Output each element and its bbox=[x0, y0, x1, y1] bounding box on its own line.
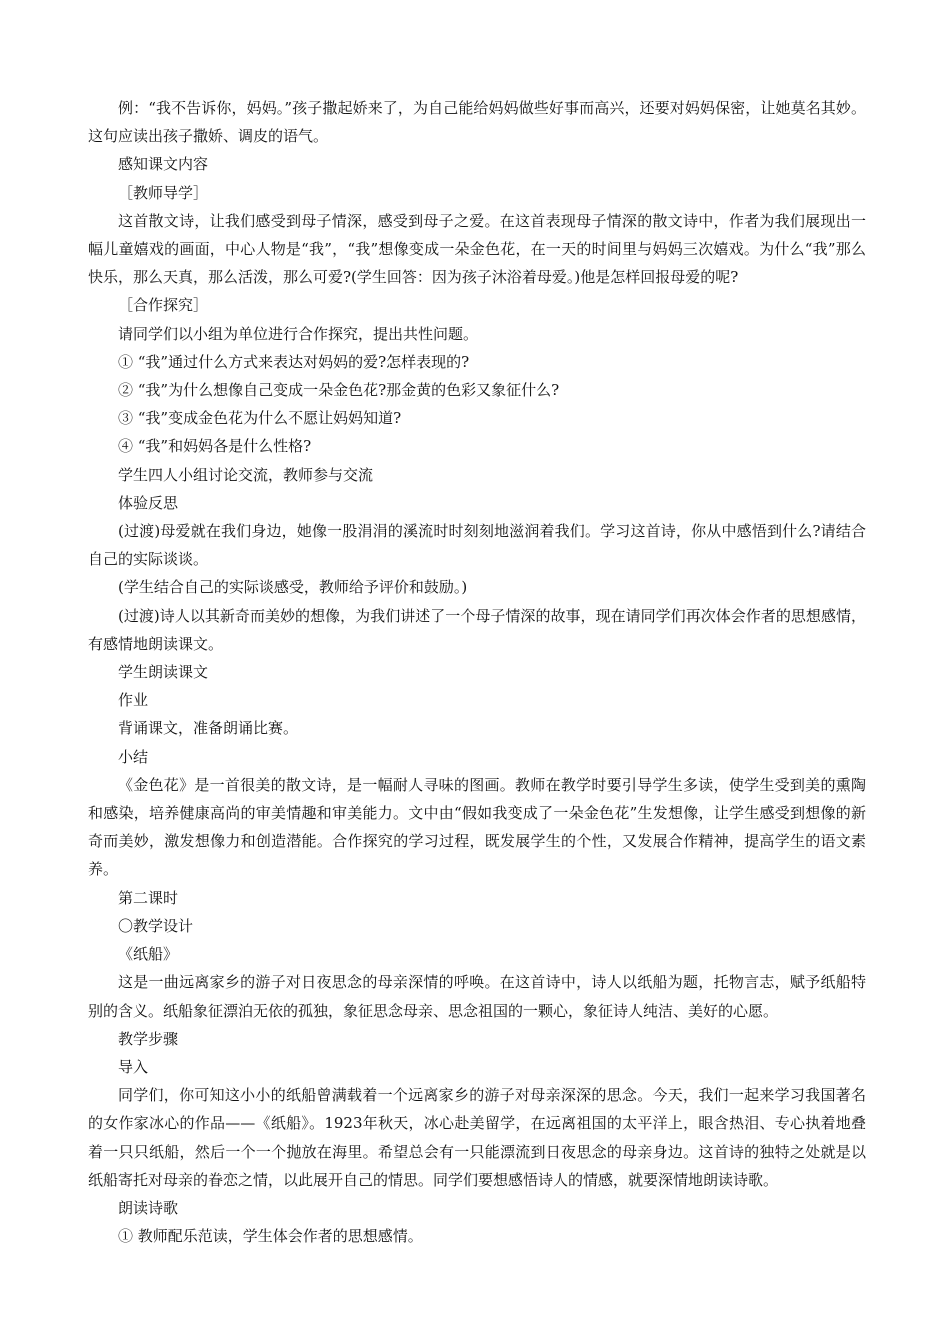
document-page bbox=[88, 94, 866, 1250]
heading-reflection: 体验反思 bbox=[118, 493, 179, 512]
heading-homework: 作业 bbox=[118, 691, 149, 710]
paragraph-read-step-1: ① 教师配乐范读，学生体会作者的思想感情。 bbox=[118, 1227, 423, 1246]
question-item-3: ③ “我”变成金色花为什么不愿让妈妈知道? bbox=[118, 409, 402, 428]
paragraph-paper-boat-intro: 这是一曲远离家乡的游子对日夜思念的母亲深情的呼唤。在这首诗中，诗人以纸船为题，托物言志，赋予纸船特别的含义。纸船象征漂泊无依的孤独，象征思念母亲、思念祖国的一颗心，象征诗人纯洁、美好的心愿。 bbox=[88, 973, 866, 1020]
paragraph-transition-1: (过渡)母爱就在我们身边，她像一股涓涓的溪流时时刻刻地滋润着我们。学习这首诗，你从中感悟到什么?请结合自己的实际谈谈。 bbox=[88, 522, 866, 569]
paragraph-inquiry-intro: 请同学们以小组为单位进行合作探究，提出共性问题。 bbox=[118, 324, 479, 343]
heading-cooperative-inquiry: ［合作探究］ bbox=[118, 296, 209, 315]
heading-introduction: 导入 bbox=[118, 1057, 149, 1076]
heading-teacher-guide: ［教师导学］ bbox=[118, 183, 209, 202]
heading-paper-boat-title: 《纸船》 bbox=[118, 945, 179, 964]
heading-read-poem: 朗读诗歌 bbox=[118, 1198, 179, 1217]
heading-teaching-steps: 教学步骤 bbox=[118, 1029, 179, 1048]
paragraph-homework: 背诵课文，准备朗诵比赛。 bbox=[118, 719, 299, 738]
paragraph-introduction: 同学们，你可知这小小的纸船曾满载着一个远离家乡的游子对母亲深深的思念。今天，我们一起来学习我国著名的女作家冰心的作品——《纸船》。1923年秋天，冰心赴美留学，在远离祖国的太平洋上，眼含热泪、专心执着地叠着一只只纸船，然后一个一个抛放在海里。希望总会有一只能漂流到日夜思念的母亲身边。这首诗的独特之处就是以纸船寄托对母亲的眷恋之情，以此展开自己的情思。同学们要想感悟诗人的情感，就要深情地朗读诗歌。 bbox=[88, 1086, 866, 1189]
question-item-4: ④ “我”和妈妈各是什么性格? bbox=[118, 437, 312, 456]
paragraph-guide-text: 这首散文诗，让我们感受到母子情深，感受到母子之爱。在这首表现母子情深的散文诗中，作者为我们展现出一幅儿童嬉戏的画面，中心人物是“我”，“我”想像变成一朵金色花，在一天的时间里与妈妈三次嬉戏。为什么“我”那么快乐，那么天真，那么活泼，那么可爱?(学生回答：因为孩子沐浴着母爱。)他是怎样回报母爱的呢? bbox=[88, 211, 866, 287]
question-item-1: ① “我”通过什么方式来表达对妈妈的爱?怎样表现的? bbox=[118, 352, 470, 371]
heading-second-lesson: 第二课时 bbox=[118, 888, 179, 907]
heading-student-reading: 学生朗读课文 bbox=[118, 663, 209, 682]
heading-teaching-design: 〇教学设计 bbox=[118, 916, 194, 935]
question-item-2: ② “我”为什么想像自己变成一朵金色花?那金黄的色彩又象征什么? bbox=[118, 381, 560, 400]
paragraph-student-feedback: (学生结合自己的实际谈感受，教师给予评价和鼓励。) bbox=[118, 578, 468, 597]
paragraph-example-reading: 例：“我不告诉你，妈妈。”孩子撒起娇来了，为自己能给妈妈做些好事而高兴，还要对妈妈保密，让她莫名其妙。这句应读出孩子撒娇、调皮的语气。 bbox=[88, 99, 866, 146]
heading-group-discussion: 学生四人小组讨论交流，教师参与交流 bbox=[118, 465, 374, 484]
paragraph-summary: 《金色花》是一首很美的散文诗，是一幅耐人寻味的图画。教师在教学时要引导学生多读，使学生受到美的熏陶和感染，培养健康高尚的审美情趣和审美能力。文中由“假如我变成了一朵金色花”生发想像，让学生感受到想像的新奇而美妙，激发想像力和创造潜能。合作探究的学习过程，既发展学生的个性，又发展合作精神，提高学生的语文素养。 bbox=[88, 775, 866, 879]
heading-perceive-content: 感知课文内容 bbox=[118, 155, 209, 174]
paragraph-transition-2: (过渡)诗人以其新奇而美妙的想像，为我们讲述了一个母子情深的故事，现在请同学们再次体会作者的思想感情，有感情地朗读课文。 bbox=[88, 606, 866, 653]
heading-summary: 小结 bbox=[118, 747, 149, 766]
